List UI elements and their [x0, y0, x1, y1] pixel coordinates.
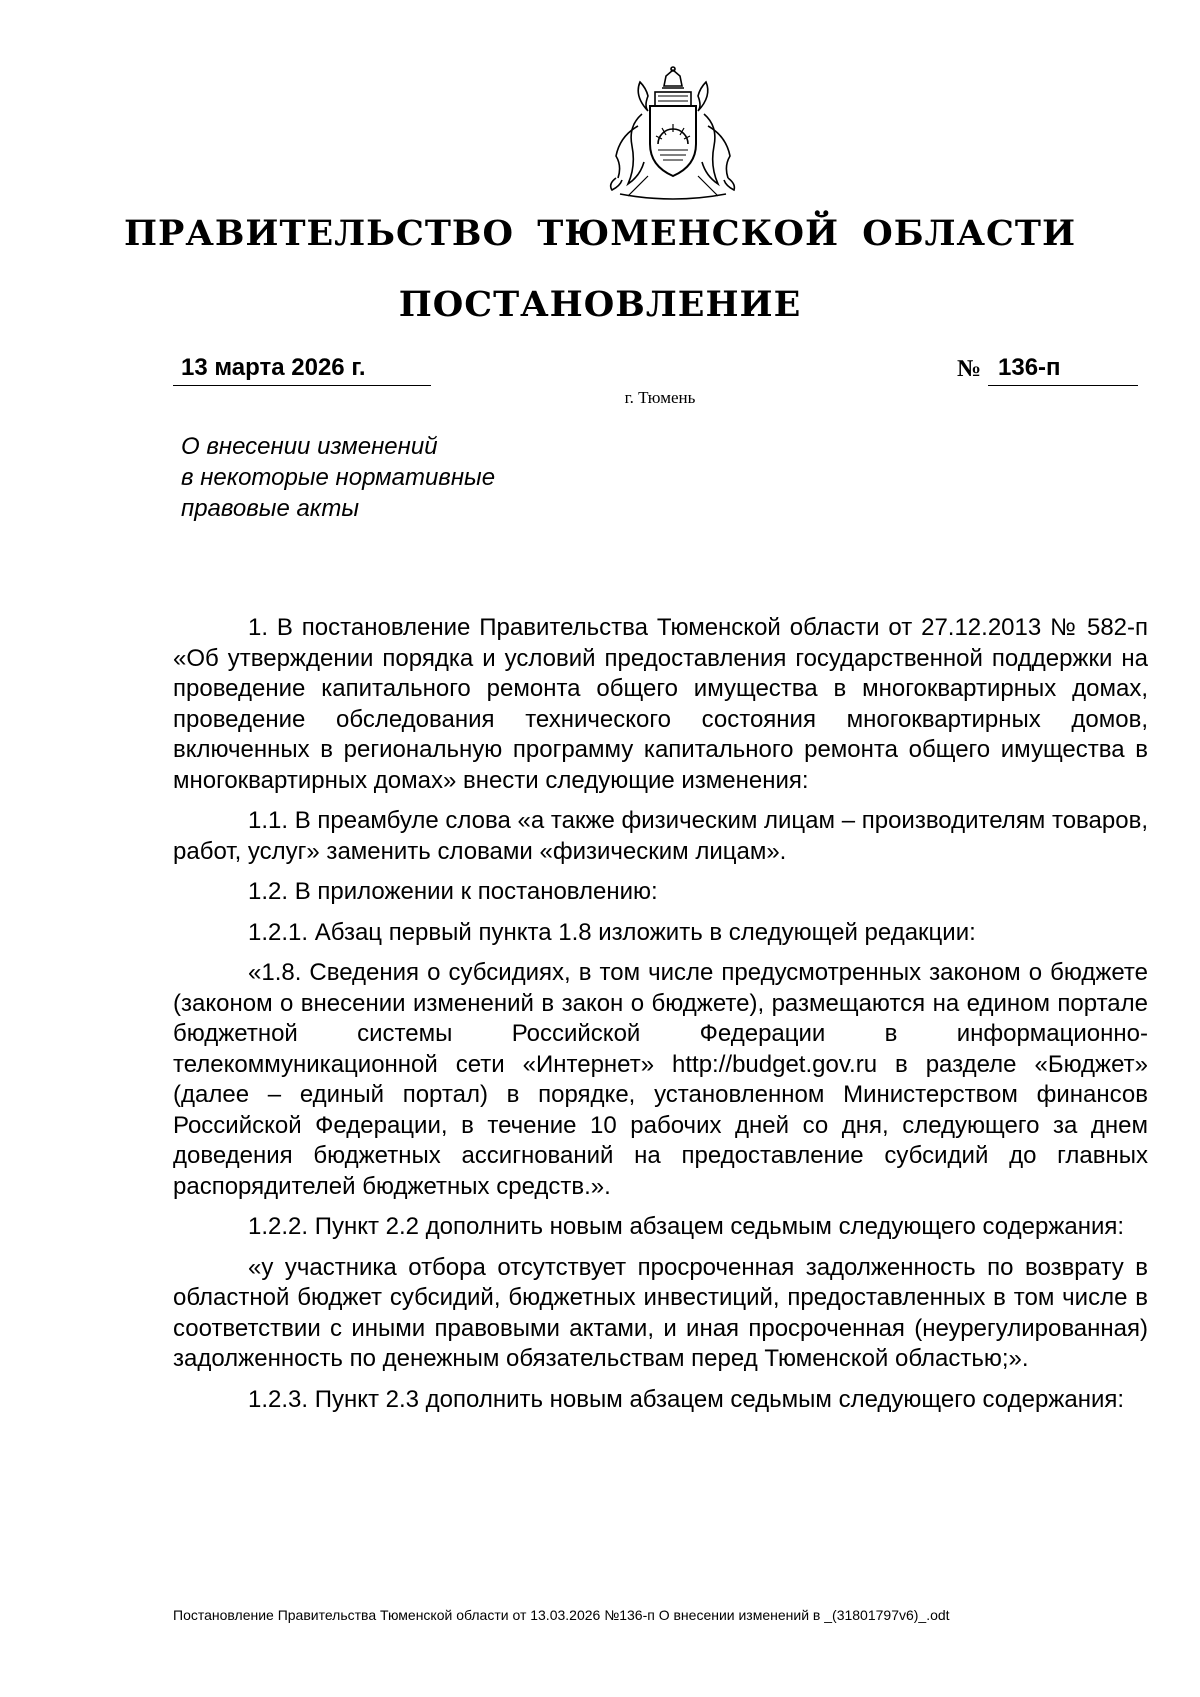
body-paragraph: 1.2. В приложении к постановлению: [248, 878, 658, 905]
body-paragraph: «1.8. Сведения о субсидиях, в том числе предусмотренных законом о бюджете (законом о внесении изменений в закон о бюджете), размещаются на едином портале бюджетной системы Российской Федерации в информационно-телекоммуникационной сети «Интернет» http://budget.gov.ru в разделе «Бюджет» (далее – единый портал) в порядке, установленном Министерством финансов Российской Федерации, в течение 10 рабочих дней со дня, следующего за днем доведения бюджетных ассигнований на предоставление субсидий до главных распорядителей бюджетных средств.». [173, 959, 1148, 1200]
body-paragraph: 1.2.3. Пункт 2.3 дополнить новым абзацем седьмым следующего содержания: [248, 1385, 1125, 1413]
body-paragraph: 1.1. В преамбуле слова «а также физическим лицам – производителям товаров, работ, услуг» заменить словами «физическим лицам». [173, 807, 1148, 865]
body-paragraph: «у участника отбора отсутствует просроченная задолженность по возврату в областной бюджет субсидий, бюджетных инвестиций, предоставленных в том числе в соответствии с иными правовыми актами, и иная просроченная (неурегулированная) задолженность по денежным обязательствам перед Тюменской областью;». [173, 1253, 1148, 1372]
document-body [173, 613, 1148, 1425]
body-paragraph: 1.2.2. Пункт 2.2 дополнить новым абзацем седьмым следующего содержания: [248, 1213, 1125, 1240]
coat-of-arms-icon [598, 66, 748, 206]
organization-title: ПРАВИТЕЛЬСТВО ТЮМЕНСКОЙ ОБЛАСТИ [123, 213, 1077, 254]
subject-line: О внесении изменений [181, 433, 438, 460]
document-type-title: ПОСТАНОВЛЕНИЕ [398, 284, 802, 325]
document-subject [181, 431, 601, 524]
subject-line: в некоторые нормативные [181, 464, 496, 491]
body-paragraph: 1.2.1. Абзац первый пункта 1.8 изложить в следующей редакции: [248, 918, 976, 946]
document-city: г. Тюмень [624, 388, 696, 407]
subject-line: правовые акты [181, 495, 360, 522]
number-sign: № [957, 356, 982, 382]
document-date: 13 марта 2026 г. [173, 354, 431, 386]
body-paragraph: 1. В постановление Правительства Тюменской области от 27.12.2013 № 582-п «Об утверждении порядка и условий предоставления государственной поддержки на проведение капитального ремонта общего имущества в многоквартирных домах, проведение обследования технического состояния многоквартирных домов, включенных в региональную программу капитального ремонта общего имущества в многоквартирных домах» внести следующие изменения: [173, 614, 1148, 794]
document-number: 136-п [988, 354, 1138, 386]
document-footer: Постановление Правительства Тюменской области от 13.03.2026 №136-п О внесении изменений в _(31801797v6)_.odt [173, 1607, 950, 1623]
